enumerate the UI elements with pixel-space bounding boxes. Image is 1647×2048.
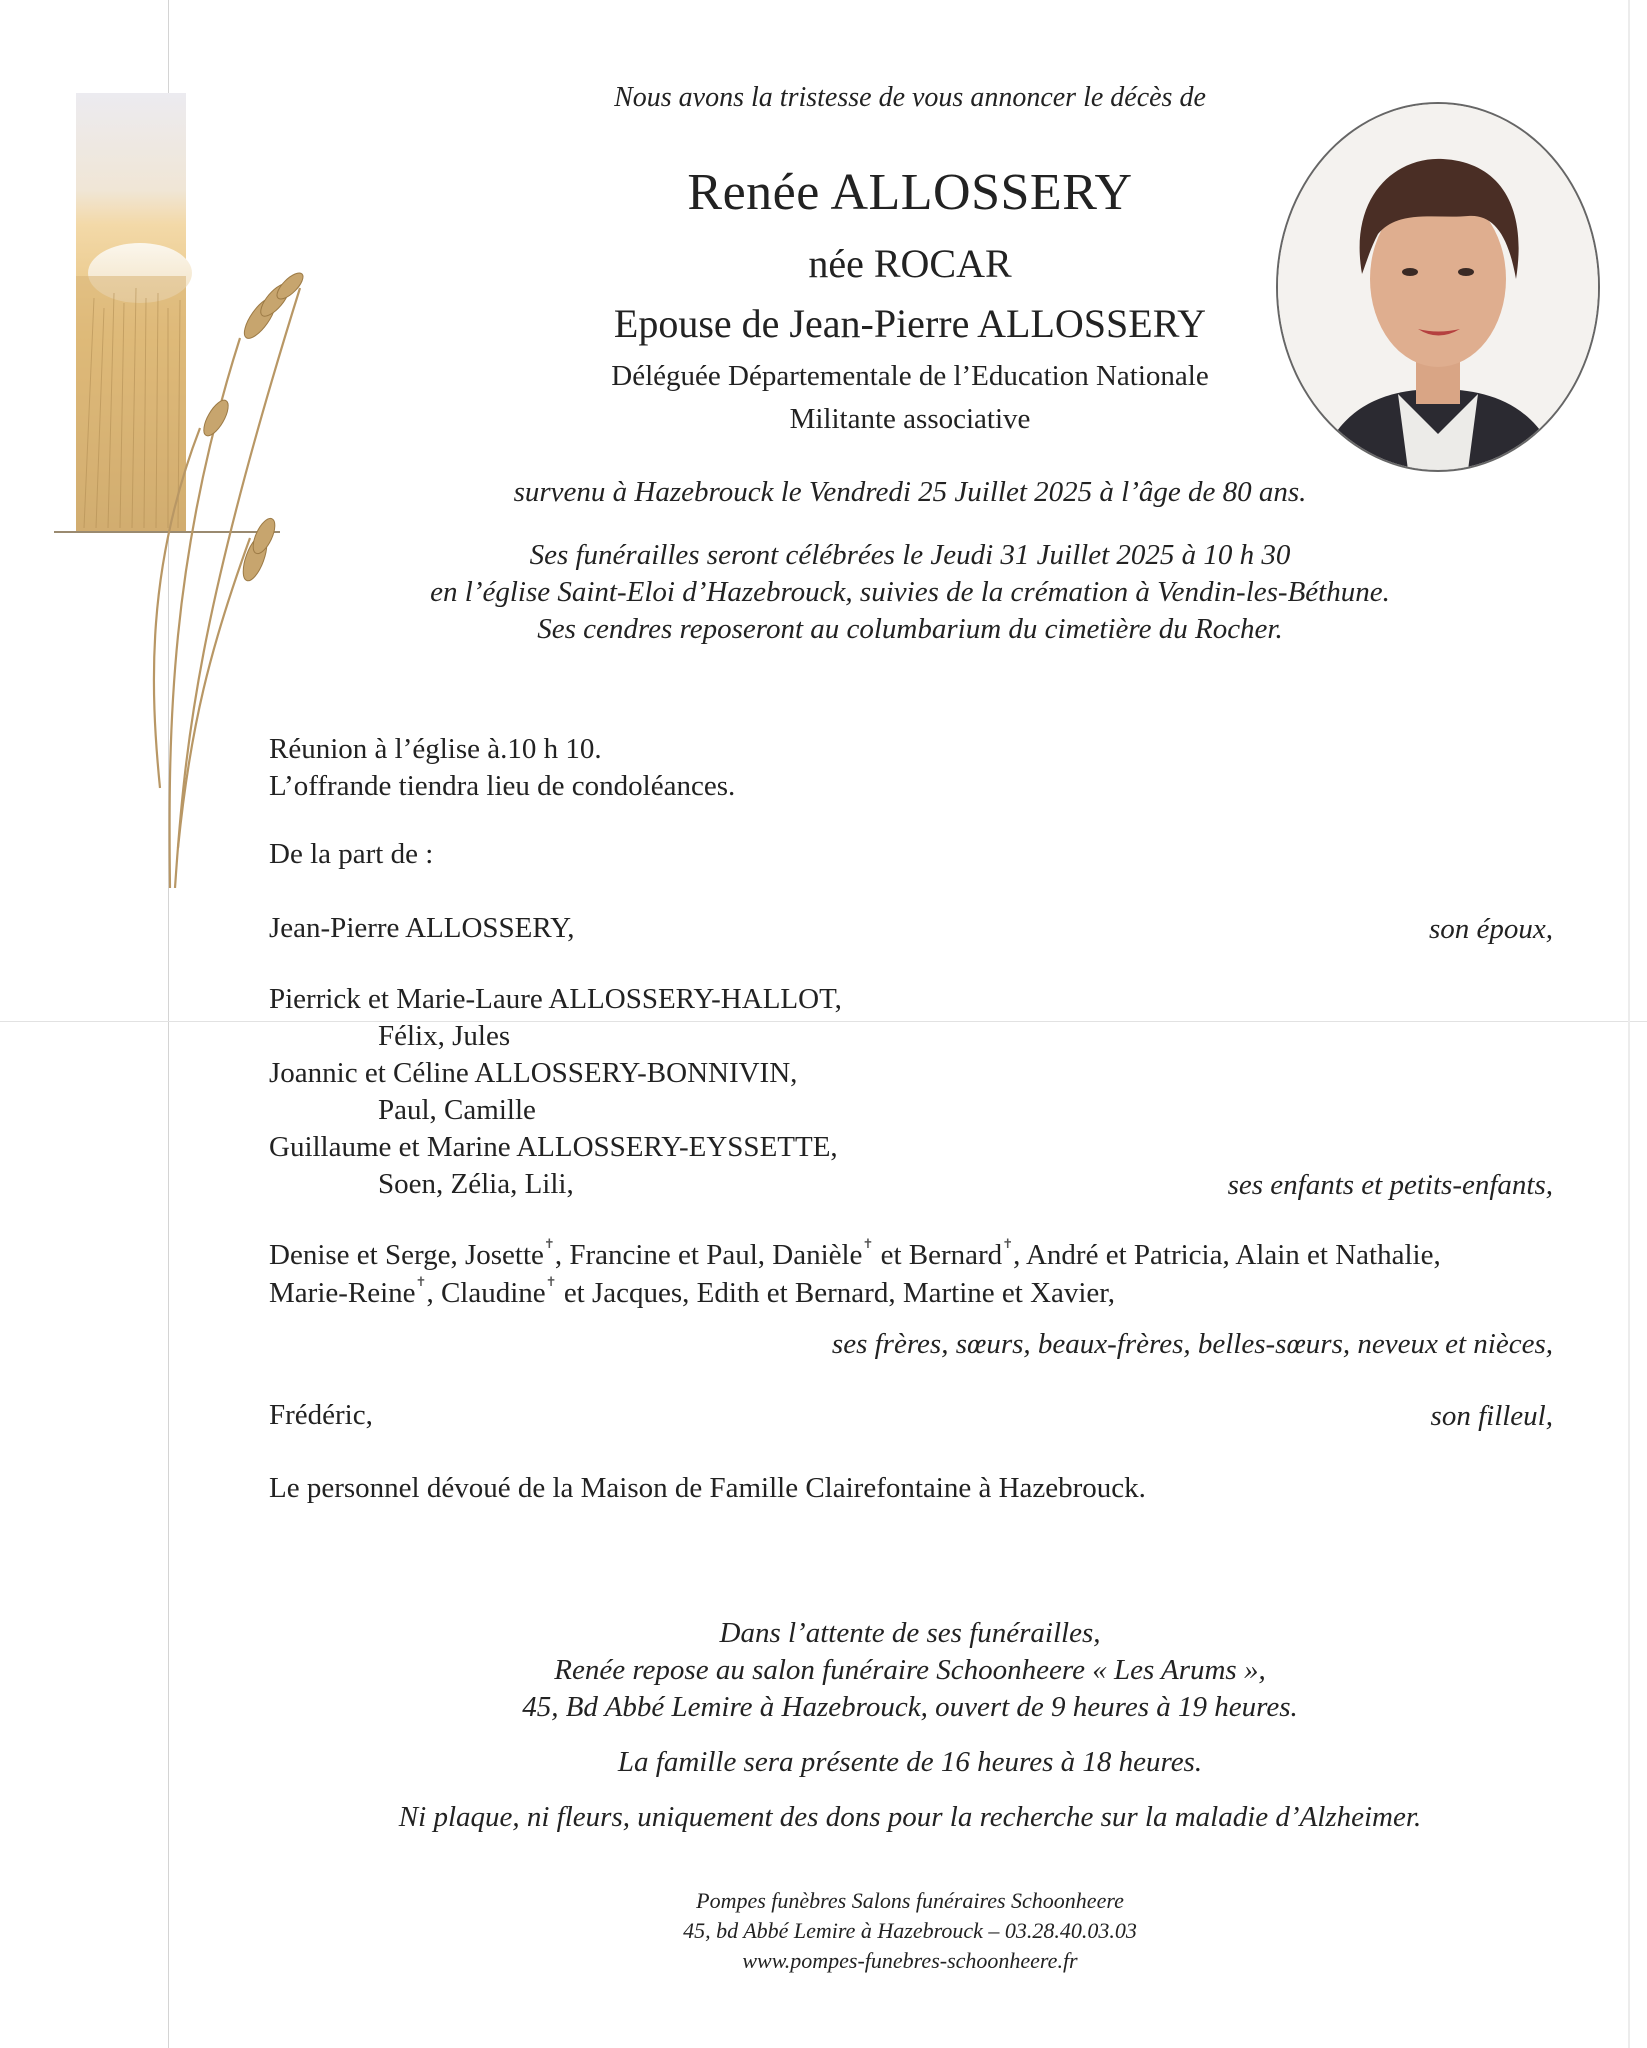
spouse-relation: son époux, bbox=[1428, 913, 1553, 945]
meeting-time: Réunion à l’église à.10 h 10. bbox=[269, 733, 602, 765]
cross-icon: ✝ bbox=[545, 1274, 557, 1289]
funeral-line-3: Ses cendres reposeront au columbarium du cimetière du Rocher. bbox=[537, 613, 1283, 645]
from-label: De la part de : bbox=[269, 838, 434, 870]
godson-relation: son filleul, bbox=[1430, 1400, 1553, 1432]
grandchildren-1: Félix, Jules bbox=[378, 1020, 511, 1052]
siblings-text: Marie-Reine bbox=[269, 1277, 416, 1309]
role-line-2: Militante associative bbox=[789, 403, 1031, 435]
family-presence: La famille sera présente de 16 heures à 18 heures. bbox=[617, 1746, 1203, 1778]
funeral-home-address: 45, bd Abbé Lemire à Hazebrouck – 03.28.40.03.03 bbox=[683, 1918, 1137, 1943]
cross-icon: ✝ bbox=[415, 1274, 427, 1289]
grandchildren-3: Soen, Zélia, Lili, bbox=[378, 1168, 574, 1200]
siblings-relation: ses frères, sœurs, beaux-frères, belles-sœurs, neveux et nièces, bbox=[831, 1328, 1553, 1360]
spouse-line: Epouse de Jean-Pierre ALLOSSERY bbox=[613, 301, 1207, 346]
viewing-line-3: 45, Bd Abbé Lemire à Hazebrouck, ouvert de 9 heures à 19 heures. bbox=[522, 1691, 1298, 1723]
role-line-1: Déléguée Départementale de l’Education Nationale bbox=[611, 360, 1209, 392]
offering-note: L’offrande tiendra lieu de condoléances. bbox=[269, 770, 736, 802]
deceased-name: Renée ALLOSSERY bbox=[687, 164, 1133, 221]
children-relation: ses enfants et petits-enfants, bbox=[1227, 1169, 1553, 1201]
funeral-line-2: en l’église Saint-Eloi d’Hazebrouck, suivies de la crémation à Vendin-les-Béthune. bbox=[430, 576, 1390, 608]
child-3: Guillaume et Marine ALLOSSERY-EYSSETTE, bbox=[269, 1131, 838, 1163]
godson-name: Frédéric, bbox=[269, 1399, 373, 1431]
funeral-home-website: www.pompes-funebres-schoonheere.fr bbox=[742, 1948, 1078, 1973]
child-1: Pierrick et Marie-Laure ALLOSSERY-HALLOT, bbox=[269, 983, 842, 1015]
siblings-text: Denise et Serge, Josette bbox=[269, 1239, 544, 1271]
cross-icon: ✝ bbox=[1002, 1236, 1014, 1251]
spouse-name: Jean-Pierre ALLOSSERY, bbox=[269, 912, 575, 944]
grandchildren-2: Paul, Camille bbox=[378, 1094, 536, 1126]
fold-line-horizontal bbox=[0, 1021, 1647, 1022]
page-edge bbox=[1628, 0, 1630, 2048]
staff-line: Le personnel dévoué de la Maison de Famille Clairefontaine à Hazebrouck. bbox=[269, 1472, 1146, 1504]
intro-line: Nous avons la tristesse de vous annoncer le décès de bbox=[614, 82, 1206, 113]
cross-icon: ✝ bbox=[543, 1236, 555, 1251]
siblings-line-1 bbox=[269, 1236, 1441, 1272]
funeral-home-name: Pompes funèbres Salons funéraires Schoonheere bbox=[696, 1888, 1124, 1913]
donations-note: Ni plaque, ni fleurs, uniquement des dons pour la recherche sur la maladie d’Alzheimer. bbox=[398, 1801, 1422, 1833]
siblings-text: et Jacques, Edith et Bernard, Martine et Xavier, bbox=[556, 1277, 1116, 1309]
viewing-line-2: Renée repose au salon funéraire Schoonheere « Les Arums », bbox=[554, 1654, 1266, 1686]
siblings-text: , Claudine bbox=[426, 1277, 546, 1309]
siblings-text: et Bernard bbox=[873, 1239, 1003, 1271]
siblings-text: , Francine et Paul, Danièle bbox=[554, 1239, 863, 1271]
siblings-line-2 bbox=[269, 1274, 1116, 1310]
maiden-name: née ROCAR bbox=[808, 241, 1012, 286]
funeral-line-1: Ses funérailles seront célébrées le Jeudi 31 Juillet 2025 à 10 h 30 bbox=[529, 539, 1291, 571]
siblings-text: , André et Patricia, Alain et Nathalie, bbox=[1013, 1239, 1441, 1271]
death-line: survenu à Hazebrouck le Vendredi 25 Juillet 2025 à l’âge de 80 ans. bbox=[513, 476, 1307, 508]
child-2: Joannic et Céline ALLOSSERY-BONNIVIN, bbox=[269, 1057, 798, 1089]
viewing-line-1: Dans l’attente de ses funérailles, bbox=[719, 1617, 1101, 1649]
cross-icon: ✝ bbox=[862, 1236, 874, 1251]
